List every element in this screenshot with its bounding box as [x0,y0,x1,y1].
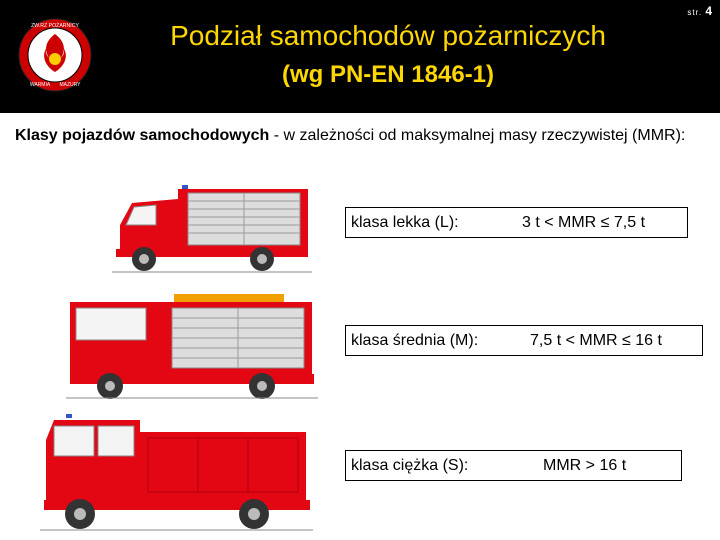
class-range-medium: 7,5 t < MMR ≤ 16 t [530,332,662,349]
intro-rest: - w zależności od maksymalnej masy rzeczywistej (MMR): [269,127,686,144]
class-label-heavy [345,450,682,481]
class-range-heavy: MMR > 16 t [543,457,627,474]
medium-fire-truck-image [66,288,318,402]
page-number [687,4,712,18]
logo-bottom-left-text: WARMIA [29,82,51,88]
class-name-heavy: klasa ciężka (S): [351,457,469,474]
class-label-light [345,207,688,238]
class-label-medium [345,325,703,356]
slide-subtitle: (wg PN-EN 1846-1) [281,61,495,88]
intro-bold: Klasy pojazdów samochodowych [15,127,270,144]
header-bar [0,0,720,113]
heavy-fire-truck-image [40,410,313,536]
slide-title: Podział samochodów pożarniczych [170,20,606,51]
page-number-value: 4 [705,4,712,18]
light-fire-truck-image [112,173,312,277]
class-range-light: 3 t < MMR ≤ 7,5 t [522,214,646,231]
class-name-medium: klasa średnia (M): [351,332,479,349]
logo-top-text: ZW.RZ POŻARNICY [31,23,79,29]
fire-brigade-logo [18,18,92,92]
class-name-light: klasa lekka (L): [351,214,459,231]
page-prefix: str. [687,8,703,17]
logo-bottom-right-text: MAZURY [59,82,81,88]
intro-text [15,126,705,145]
